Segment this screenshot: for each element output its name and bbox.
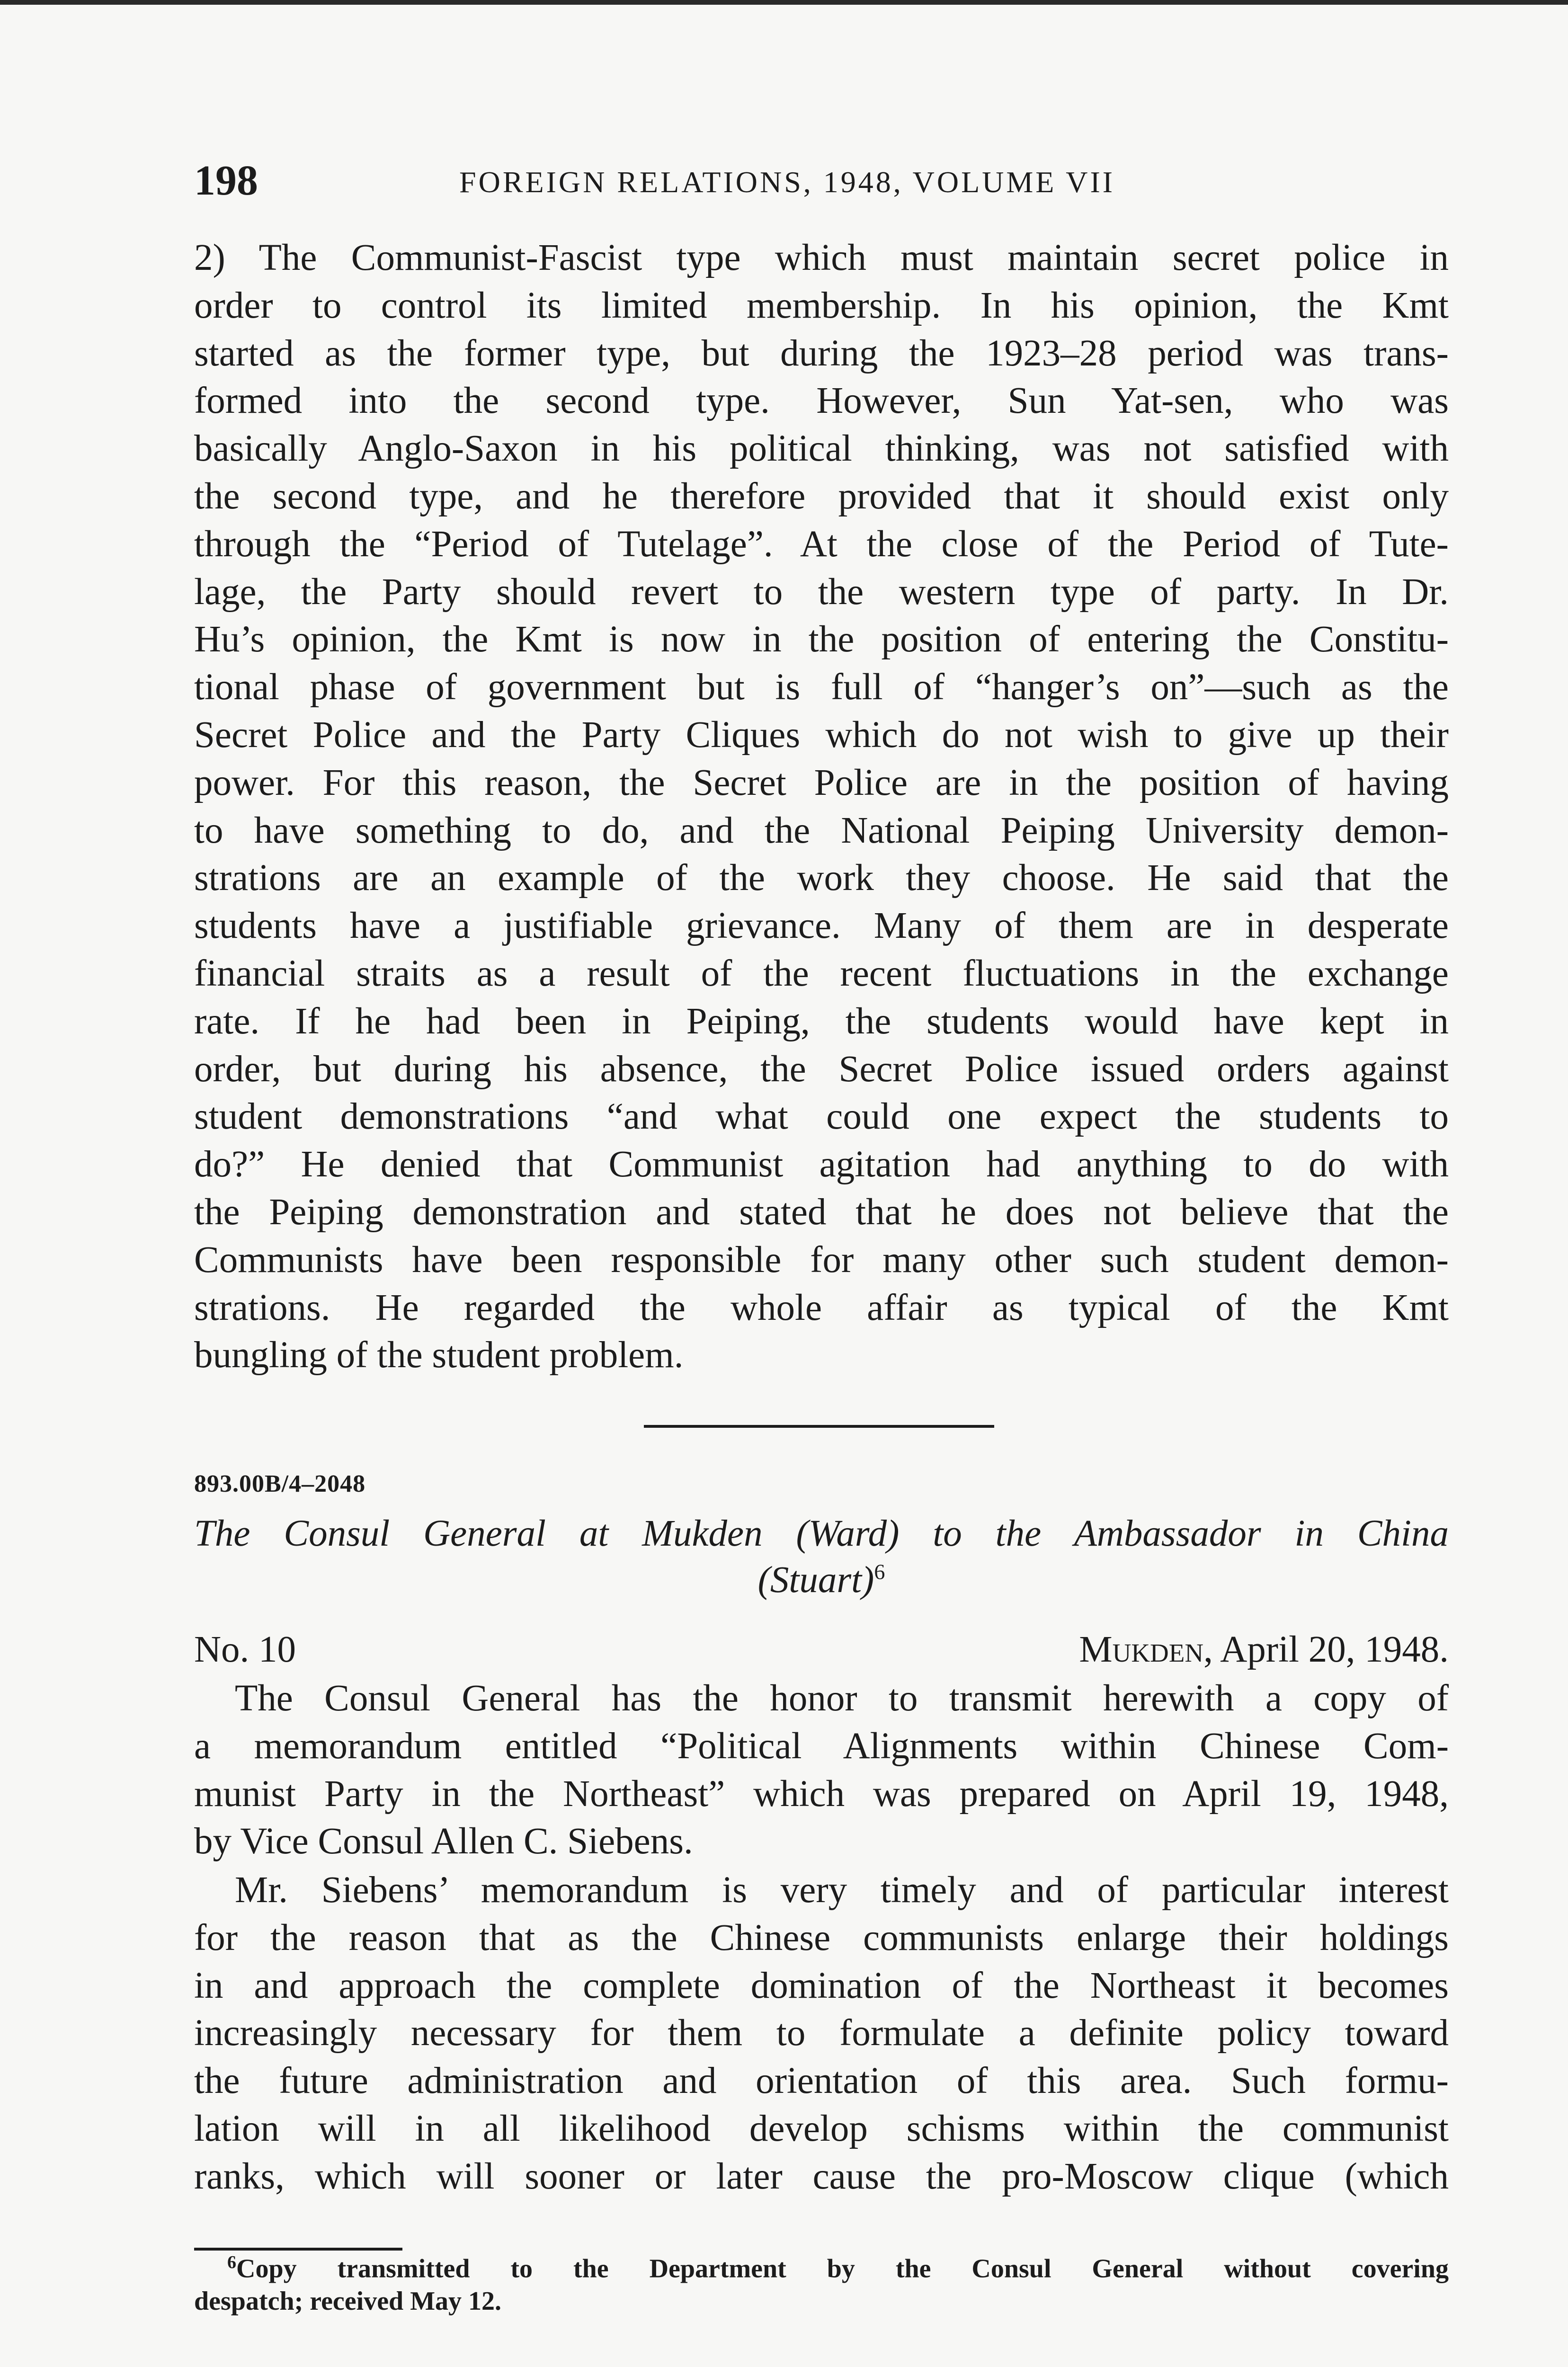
text-line: Mr. Siebens’ memorandum is very timely and of particular interest xyxy=(235,1869,1449,1911)
addressee-name: (Stuart) xyxy=(757,1559,874,1601)
text-line: student demonstrations “and what could one expect the students to xyxy=(194,1096,1449,1138)
text-line: the future administration and orientation of this area. Such formu- xyxy=(194,2060,1449,2102)
text-line: students have a justifiable grievance. Many of them are in desperate xyxy=(194,905,1449,947)
running-title: FOREIGN RELATIONS, 1948, VOLUME VII xyxy=(459,165,1115,199)
text-line: strations are an example of the work they choose. He said that the xyxy=(194,857,1449,899)
text-line: rate. If he had been in Peiping, the students would have kept in xyxy=(194,1000,1449,1042)
text-line: by Vice Consul Allen C. Siebens. xyxy=(194,1821,693,1862)
dateline-date: , April 20, 1948. xyxy=(1203,1629,1449,1670)
footnote-line: despatch; received May 12. xyxy=(194,2286,502,2316)
top-edge-rule xyxy=(0,0,1568,5)
running-header xyxy=(194,156,1449,213)
text-line: strations. He regarded the whole affair as typical of the Kmt xyxy=(194,1287,1449,1328)
text-line: formed into the second type. However, Sun Yat-sen, who was xyxy=(194,380,1449,422)
text-line: 2) The Communist-Fascist type which must maintain secret police in xyxy=(194,237,1449,278)
text-line: in and approach the complete domination of the Northeast it becomes xyxy=(194,1965,1449,2006)
footnote xyxy=(194,2246,1449,2317)
text-line: for the reason that as the Chinese communists enlarge their holdings xyxy=(194,1917,1449,1958)
footnote-mark: 6 xyxy=(227,2252,236,2272)
text-line: started as the former type, but during the 1923–28 period was trans- xyxy=(194,332,1449,374)
text-line: munist Party in the Northeast” which was prepared on April 19, 1948, xyxy=(194,1773,1449,1815)
text-line: Communists have been responsible for many other such student demon- xyxy=(194,1239,1449,1281)
continued-paragraph xyxy=(194,234,1449,1379)
page-number: 198 xyxy=(194,157,258,204)
text-line: increasingly necessary for them to formulate a definite policy toward xyxy=(194,2012,1449,2054)
paragraph-memorandum xyxy=(194,1867,1449,2201)
text-line: lage, the Party should revert to the western type of party. In Dr. xyxy=(194,571,1449,613)
text-line: the Peiping demonstration and stated that he does not believe that the xyxy=(194,1191,1449,1233)
text-line: do?” He denied that Communist agitation had anything to do with xyxy=(194,1144,1449,1185)
text-line: The Consul General has the honor to transmit herewith a copy of xyxy=(235,1678,1449,1719)
text-line: to have something to do, and the National Peiping University demon- xyxy=(194,810,1449,851)
dateline xyxy=(1079,1628,1449,1671)
despatch-number: No. 10 xyxy=(194,1629,296,1670)
text-line: a memorandum entitled “Political Alignments within Chinese Com- xyxy=(194,1725,1449,1767)
text-line: lation will in all likelihood develop schisms within the communist xyxy=(194,2108,1449,2149)
footnote-text: Copy transmitted to the Department by the Consul General without covering xyxy=(236,2254,1449,2284)
section-separator xyxy=(644,1425,994,1428)
footnote-line xyxy=(194,2246,1449,2285)
document-title-continued xyxy=(194,1559,1449,1602)
text-line: power. For this reason, the Secret Police are in the position of having xyxy=(194,762,1449,803)
document-title: The Consul General at Mukden (Ward) to the Ambassador in China xyxy=(194,1513,1449,1554)
paragraph-transmittal xyxy=(194,1675,1449,1866)
text-line: Secret Police and the Party Cliques which do not wish to give up their xyxy=(194,714,1449,756)
dateline-place: Mukden xyxy=(1079,1629,1204,1670)
text-line: financial straits as a result of the recent fluctuations in the exchange xyxy=(194,952,1449,994)
text-line: ranks, which will sooner or later cause the pro-Moscow clique (which xyxy=(194,2155,1449,2197)
footnote-reference: 6 xyxy=(874,1559,885,1584)
text-line: order to control its limited membership. In his opinion, the Kmt xyxy=(194,285,1449,326)
text-line: tional phase of government but is full of “hanger’s on”—such as the xyxy=(194,667,1449,708)
text-line: the second type, and he therefore provided that it should exist only xyxy=(194,475,1449,517)
text-line: bungling of the student problem. xyxy=(194,1335,684,1376)
text-line: order, but during his absence, the Secret Police issued orders against xyxy=(194,1048,1449,1090)
text-line: through the “Period of Tutelage”. At the close of the Period of Tute- xyxy=(194,523,1449,565)
text-line: Hu’s opinion, the Kmt is now in the position of entering the Constitu- xyxy=(194,619,1449,660)
text-line: basically Anglo-Saxon in his political thinking, was not satisfied with xyxy=(194,428,1449,470)
file-number: 893.00B/4–2048 xyxy=(194,1470,366,1497)
